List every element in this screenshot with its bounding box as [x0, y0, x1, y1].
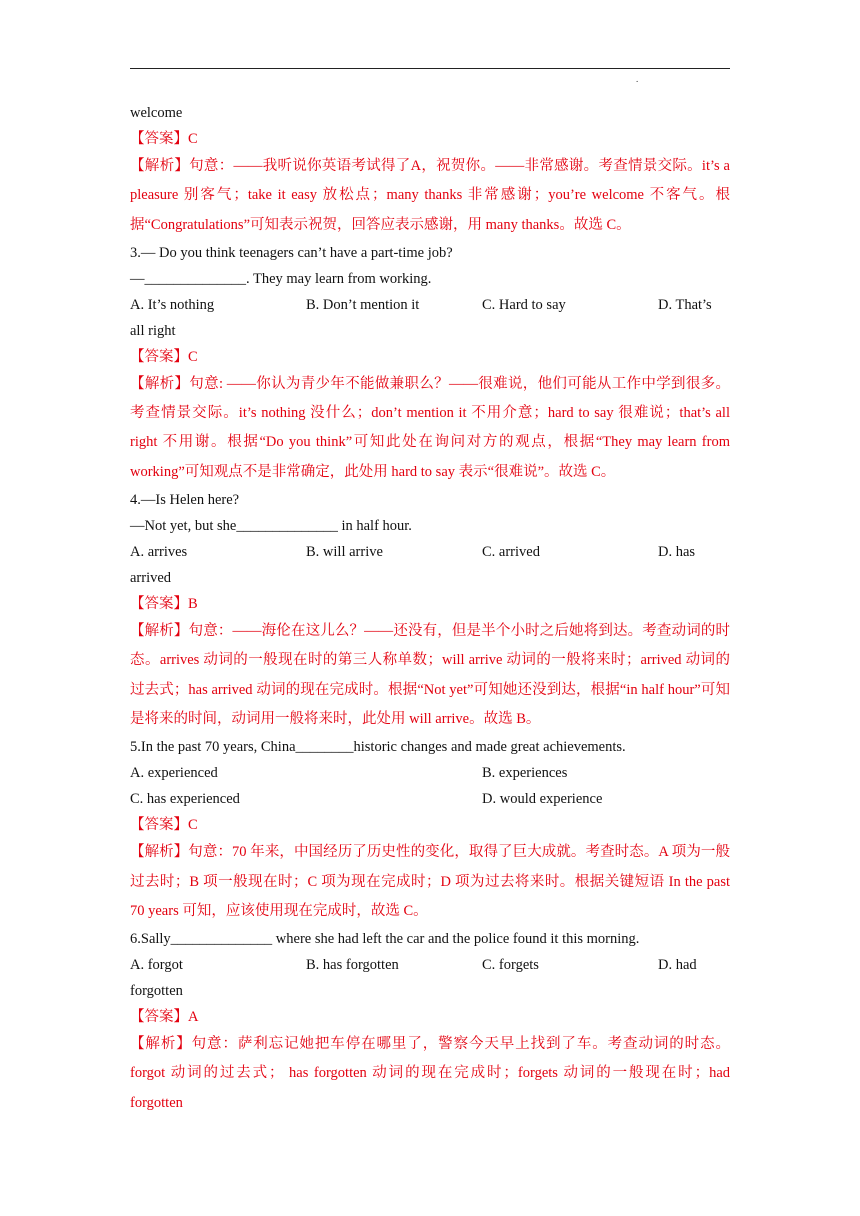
q3-option-b: B. Don’t mention it — [306, 296, 420, 313]
q5-answer: 【答案】C — [130, 817, 198, 834]
q3-answer: 【答案】C — [130, 348, 198, 365]
q5-option-a: A. experienced — [130, 765, 218, 782]
q4-option-a: A. arrives — [130, 544, 188, 561]
q6-option-d: D. had — [658, 957, 697, 974]
q4-options — [130, 539, 730, 565]
q3-stem: 3.— Do you think teenagers can’t have a part-time job? — [130, 244, 453, 261]
q4-analysis: 【解析】句意：——海伦在这儿么？——还没有，但是半个小时之后她将到达。考查动词的时态。arrives 动词的一般现在时的第三人称单数；will arrive 动词的一般将来时；arrived 动词的过去式；has arrived 动词的现在完成时。根据“Not yet”可知她还没到达，根据“in half hour”可知是将来的时间，动词用一般将来时，此处用 will arrive。故选 B。 — [130, 623, 730, 727]
q6-option-b: B. has forgotten — [306, 957, 399, 974]
q4-answer: 【答案】B — [130, 596, 198, 613]
q6-analysis: 【解析】句意：萨利忘记她把车停在哪里了，警察今天早上找到了车。考查动词的时态。forgot 动词的过去式； has forgotten 动词的现在完成时；forgets 动词的一般现在时；had forgotten — [130, 1036, 730, 1111]
q4-option-d-wrap: arrived — [130, 570, 172, 587]
q3-option-c: C. Hard to say — [482, 296, 566, 313]
q5-analysis: 【解析】句意：70 年来，中国经历了历史性的变化，取得了巨大成就。考查时态。A 项为一般过去时；B 项一般现在时；C 项为现在完成时；D 项为过去将来时。根据关键短语 In the past 70 years 可知，应该使用现在完成时，故选 C。 — [130, 844, 730, 919]
q4-option-c: C. arrived — [482, 544, 540, 561]
header-dot: . — [636, 74, 639, 84]
q6-option-d-wrap: forgotten — [130, 983, 183, 1000]
q2-answer: 【答案】C — [130, 131, 198, 147]
q3-option-d: D. That’s — [658, 296, 712, 313]
q3-option-a: A. It’s nothing — [130, 296, 215, 313]
q3-option-d-wrap: all right — [130, 322, 176, 339]
q4-stem: 4.—Is Helen here? — [130, 492, 240, 509]
q5-options-row1 — [130, 760, 730, 786]
q6-option-a: A. forgot — [130, 957, 183, 974]
q6-answer: 【答案】A — [130, 1009, 199, 1026]
q5-stem: 5.In the past 70 years, China________historic changes and made great achievements. — [130, 739, 626, 756]
q4-stem-reply: —Not yet, but she______________ in half hour. — [130, 518, 412, 535]
q3-stem-reply: —______________. They may learn from working. — [130, 270, 432, 287]
q3-analysis: 【解析】句意: ——你认为青少年不能做兼职么？——很难说，他们可能从工作中学到很多。考查情景交际。it’s nothing 没什么；don’t mention it 不用介意；hard to say 很难说；that’s all right 不用谢。根据“Do you think”可知此处在询问对方的观点，根据“They may learn from working”可知观点不是非常确定，此处用 hard to say 表示“很难说”。故选 C。 — [130, 375, 730, 480]
q5-option-d: D. would experience — [482, 791, 603, 808]
lead-text: welcome — [130, 105, 183, 121]
q2-analysis: 【解析】句意：——我听说你英语考试得了A，祝贺你。——非常感谢。考查情景交际。it’s a pleasure 别客气；take it easy 放松点；many thanks 非常感谢；you’re welcome 不客气。根据“Congratulations”可知表示祝贺，回答应表示感谢，用 many thanks。故选 C。 — [130, 158, 730, 233]
q5-option-c: C. has experienced — [130, 791, 240, 808]
q3-options — [130, 292, 730, 318]
q6-options — [130, 952, 730, 978]
header-rule — [130, 68, 730, 69]
q6-option-c: C. forgets — [482, 957, 539, 974]
q4-option-b: B. will arrive — [306, 544, 383, 561]
q5-option-b: B. experiences — [482, 765, 568, 782]
q4-option-d: D. has — [658, 544, 696, 561]
q5-options-row2 — [130, 786, 730, 812]
document-body — [130, 100, 730, 1118]
q6-stem: 6.Sally______________ where she had left the car and the police found it this morning. — [130, 931, 640, 948]
